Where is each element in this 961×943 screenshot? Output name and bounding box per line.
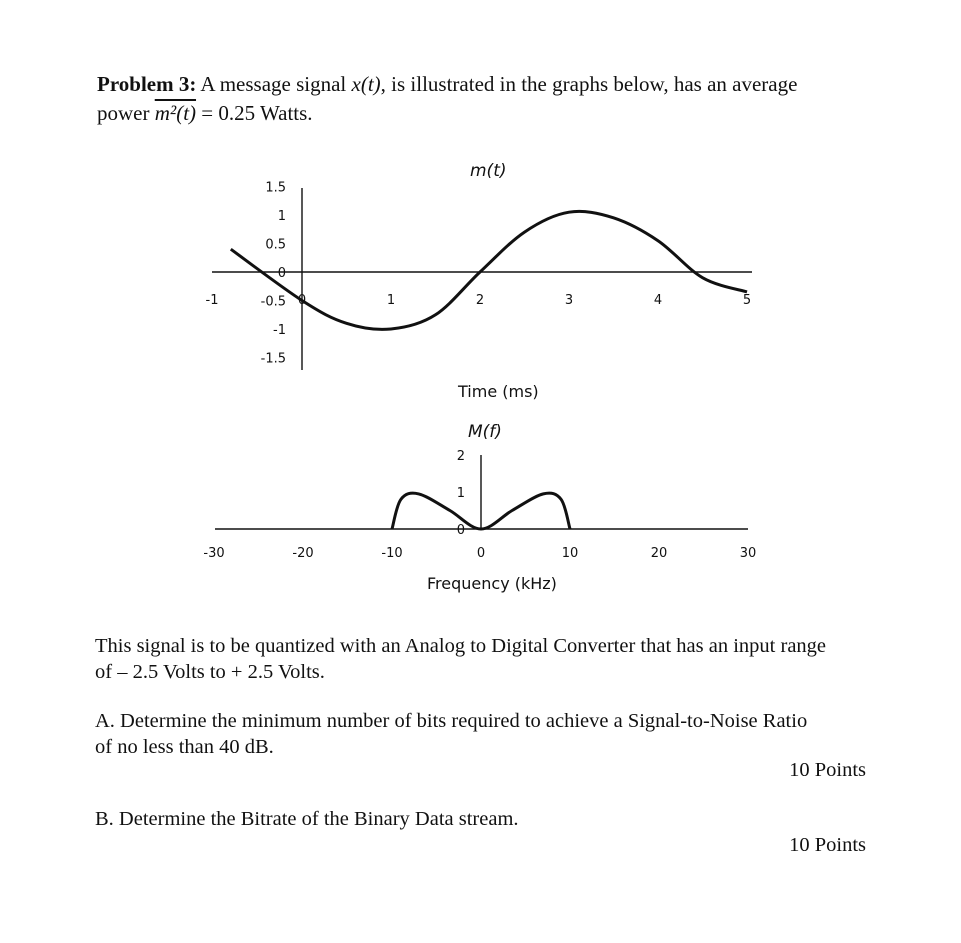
freq-x-tick: -10 [381, 546, 403, 561]
freq-y-tick: 2 [456, 449, 465, 464]
time-y-tick: 0.5 [265, 237, 286, 253]
freq-y-tick-labels [457, 449, 465, 538]
freq-y-tick: 0 [456, 523, 465, 538]
question-a-points: 10 Points [789, 759, 866, 781]
freq-x-tick: 30 [739, 546, 757, 561]
time-chart [206, 161, 752, 401]
time-x-tick: 5 [742, 293, 752, 308]
question-a-line-1: A. Determine the minimum number of bits required to achieve a Signal-to-Noise Ratio [95, 710, 808, 732]
freq-x-tick: -20 [292, 546, 314, 561]
time-y-tick: -0.5 [260, 294, 286, 310]
adc-description-line-1: This signal is to be quantized with an Analog to Digital Converter that has an input range [95, 635, 827, 657]
freq-x-tick: 10 [561, 546, 579, 561]
question-a [95, 708, 895, 760]
adc-description [95, 633, 895, 685]
question-b-line-1: B. Determine the Bitrate of the Binary Data stream. [95, 808, 519, 830]
time-x-tick: 1 [386, 293, 396, 308]
power-label: power [97, 101, 155, 125]
signal-symbol: x(t) [351, 72, 381, 96]
frequency-chart [203, 422, 756, 593]
time-y-tick: 0 [277, 266, 286, 281]
intro-text-a: A message signal [196, 72, 352, 96]
time-y-tick: -1.5 [260, 351, 286, 367]
time-x-tick: 0 [297, 293, 307, 308]
question-b-points: 10 Points [789, 834, 866, 856]
time-x-tick: 2 [475, 293, 485, 308]
freq-chart-title: M(f) [468, 422, 502, 442]
time-signal-curve [231, 211, 747, 329]
time-chart-title: m(t) [470, 161, 507, 181]
time-x-tick-labels [206, 293, 752, 308]
freq-x-label: Frequency (kHz) [427, 574, 557, 593]
freq-x-tick: 0 [476, 546, 486, 561]
freq-x-tick: 20 [650, 546, 668, 561]
time-y-tick: 1 [277, 209, 286, 224]
question-b [95, 806, 895, 832]
time-x-tick: 4 [653, 293, 663, 308]
power-value: = 0.25 Watts. [196, 101, 313, 125]
freq-x-tick-labels [203, 546, 756, 561]
time-x-tick: 3 [564, 293, 574, 308]
time-x-tick: -1 [205, 293, 219, 308]
freq-x-tick: -30 [203, 546, 225, 561]
time-x-label: Time (ms) [458, 382, 539, 401]
intro-text-b: , is illustrated in the graphs below, has an average [380, 72, 798, 96]
time-y-tick: 1.5 [265, 180, 286, 196]
time-y-tick: -1 [273, 323, 286, 338]
power-symbol: m²(t) [154, 101, 197, 125]
freq-y-tick: 1 [456, 486, 465, 501]
problem-label: Problem 3: [97, 72, 197, 96]
question-a-line-2: of no less than 40 dB. [95, 736, 274, 758]
adc-description-line-2: of – 2.5 Volts to + 2.5 Volts. [95, 661, 325, 683]
